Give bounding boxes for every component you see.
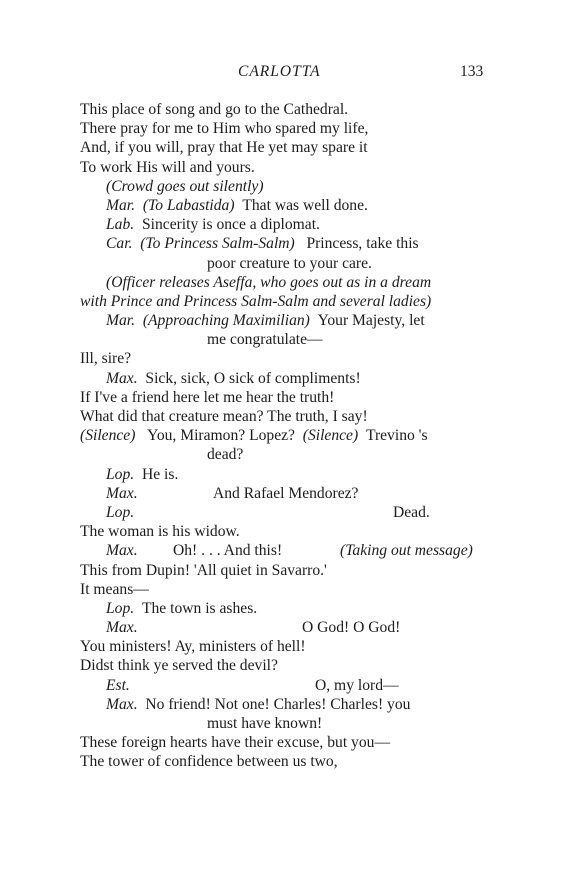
stage-direction-line [80, 177, 495, 196]
speech-line [80, 484, 495, 503]
line-text: poor creature to your care. [207, 254, 372, 272]
verse-line [80, 330, 495, 349]
verse-line [80, 100, 495, 119]
line-text: It means— [80, 580, 149, 598]
verse-line [80, 119, 495, 138]
line-text: You, Miramon? Lopez? [147, 427, 295, 445]
verse-line [80, 445, 495, 464]
verse-line [80, 580, 495, 599]
stage-direction: (Silence) [80, 427, 136, 445]
line-text: And Rafael Mendorez? [213, 484, 359, 502]
line-text: This place of song and go to the Cathedral. [80, 101, 349, 118]
stage-direction: (Approaching Maximilian) [142, 312, 310, 330]
speaker: Max. [106, 369, 138, 387]
verse-line [80, 522, 495, 541]
speaker: Max. [106, 619, 138, 637]
speech-line [80, 465, 495, 484]
speaker: Est. [106, 676, 130, 694]
line-text: Sincerity is once a diplomat. [141, 216, 320, 234]
stage-direction: (Crowd goes out silently) [106, 177, 264, 195]
speech-line [80, 676, 495, 695]
speech-line [80, 541, 495, 560]
page-header [0, 63, 568, 85]
line-text: There pray for me to Him who spared my life, [80, 120, 369, 138]
speech-line [80, 196, 495, 215]
verse-line [80, 426, 495, 445]
line-text: The woman is his widow. [80, 523, 240, 541]
line-text: That was well done. [242, 196, 368, 214]
speaker: Lop. [106, 599, 135, 617]
line-text: The tower of confidence between us two, [80, 753, 338, 771]
line-text: Sick, sick, O sick of compliments! [145, 369, 361, 387]
speech-line [80, 695, 495, 714]
verse-line [80, 158, 495, 177]
speaker: Lab. [106, 216, 135, 234]
line-text: Ill, sire? [80, 350, 132, 368]
line-text: What did that creature mean? The truth, I say! [80, 408, 368, 425]
line-text: If I've a friend here let me hear the truth! [80, 388, 335, 406]
verse-line [80, 561, 495, 580]
verse-line [80, 349, 495, 368]
line-text: You ministers! Ay, ministers of hell! [80, 638, 306, 656]
line-text: To work His will and yours. [80, 158, 255, 176]
verse-line [80, 407, 495, 426]
stage-direction: with Prince and Princess Salm-Salm and several ladies) [80, 292, 432, 310]
stage-direction: (Taking out message) [340, 542, 473, 560]
speech-line [80, 503, 495, 522]
speech-line [80, 618, 495, 637]
line-text: must have known! [207, 715, 323, 732]
line-text: Trevino 's [365, 427, 428, 445]
line-text: This from Dupin! 'All quiet in Savarro.' [80, 561, 327, 579]
running-title: CARLOTTA [238, 63, 321, 80]
line-text: O God! O God! [302, 619, 401, 637]
speech-line [80, 234, 495, 253]
speaker: Lop. [106, 465, 135, 483]
line-text: These foreign hearts have their excuse, but you— [80, 734, 391, 752]
verse-line [80, 138, 495, 157]
line-text: Dead. [393, 503, 430, 521]
speaker: Max. [106, 484, 138, 502]
verse-line [80, 637, 495, 656]
verse-line [80, 733, 495, 752]
play-text [80, 100, 495, 772]
speaker: Mar. [106, 312, 136, 330]
line-text: me congratulate— [207, 331, 323, 349]
speaker: Lop. [106, 503, 135, 521]
speaker: Max. [106, 695, 138, 713]
page-number: 133 [460, 63, 484, 80]
speech-line [80, 599, 495, 618]
speaker: Mar. [106, 196, 136, 214]
verse-line [80, 388, 495, 407]
speaker: Car. [106, 235, 133, 253]
line-text: Your Majesty, let [317, 312, 425, 330]
verse-line [80, 752, 495, 771]
stage-direction: (To Labastida) [142, 196, 235, 214]
verse-line [80, 656, 495, 675]
verse-line [80, 254, 495, 273]
line-text: Didst think ye served the devil? [80, 657, 278, 675]
line-text: And, if you will, pray that He yet may spare it [80, 139, 368, 157]
stage-direction: (Officer releases Aseffa, who goes out as in a dream [106, 273, 432, 291]
line-text: O, my lord— [315, 676, 399, 694]
stage-direction: (Silence) [302, 427, 359, 445]
speech-line [80, 215, 495, 234]
line-text: No friend! Not one! Charles! Charles! you [145, 695, 411, 713]
line-text: He is. [141, 465, 179, 483]
stage-direction-line [80, 273, 495, 292]
speaker: Max. [106, 542, 138, 560]
stage-direction-line [80, 292, 495, 311]
line-text: dead? [207, 446, 244, 464]
line-text: Princess, take this [306, 235, 419, 253]
verse-line [80, 714, 495, 733]
speech-line [80, 369, 495, 388]
speech-line [80, 311, 495, 330]
line-text: The town is ashes. [141, 599, 258, 617]
stage-direction: (To Princess Salm-Salm) [140, 235, 295, 253]
line-text: Oh! . . . And this! [173, 542, 283, 560]
